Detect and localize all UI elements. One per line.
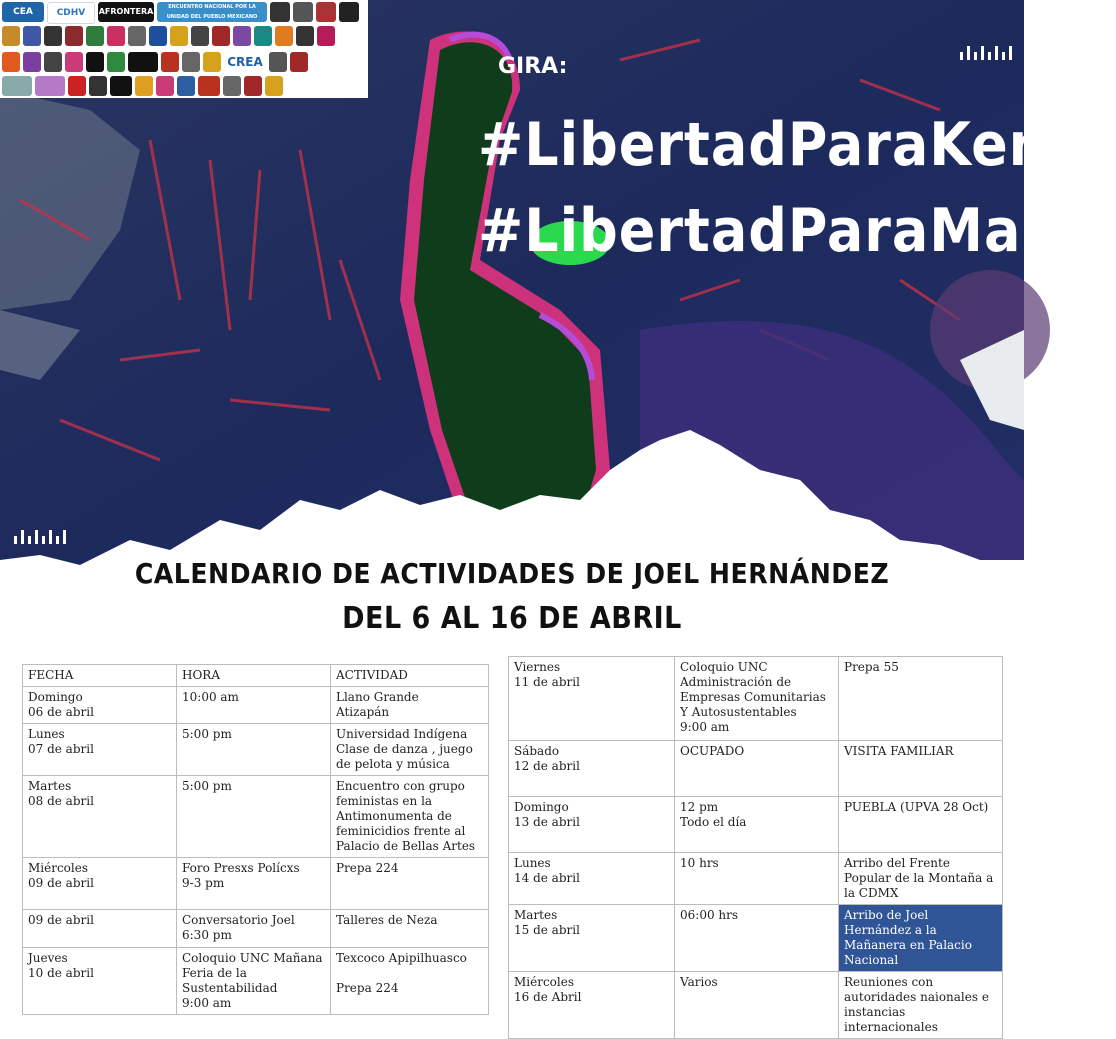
cell-activity: VISITA FAMILIAR: [839, 741, 1003, 797]
sponsor-row: [2, 76, 283, 98]
table-row: [509, 657, 1003, 741]
cell-date: Sábado 12 de abril: [509, 741, 675, 797]
table-row: [23, 910, 489, 948]
sponsor-logo-cea: CEA: [2, 2, 44, 22]
sponsor-logo: [293, 2, 313, 22]
cell-date: Lunes 14 de abril: [509, 853, 675, 905]
cell-time: Conversatorio Joel 6:30 pm: [177, 910, 331, 948]
cell-time: OCUPADO: [675, 741, 839, 797]
cell-time: 06:00 hrs: [675, 905, 839, 972]
calendar-dates: DEL 6 AL 16 DE ABRIL: [342, 601, 682, 636]
cell-date: 09 de abril: [23, 910, 177, 948]
sponsor-logo-crea: CREA: [224, 52, 266, 72]
cell-activity: Reuniones con autoridades naionales e instancias internacionales: [839, 972, 1003, 1039]
sponsor-logo-encuentro: ENCUENTRO NACIONAL POR LA UNIDAD DEL PUEBLO MEXICANO: [157, 2, 267, 22]
header-hora: HORA: [177, 665, 331, 687]
sponsor-logo-strip: [0, 0, 368, 98]
tour-label: GIRA:: [498, 54, 568, 79]
table-row: [23, 687, 489, 724]
table-row: [509, 797, 1003, 853]
table-row: [23, 948, 489, 1015]
cell-date: Miércoles 16 de Abril: [509, 972, 675, 1039]
cell-activity-highlighted: Arribo de Joel Hernández a la Mañanera en Palacio Nacional: [839, 905, 1003, 972]
hashtag-kenia: #LibertadParaKenia: [478, 110, 1106, 180]
cell-date: Domingo 06 de abril: [23, 687, 177, 724]
cell-date: Viernes 11 de abril: [509, 657, 675, 741]
sponsor-logo: [316, 2, 336, 22]
cell-date: Lunes 07 de abril: [23, 724, 177, 776]
cell-time: 12 pm Todo el día: [675, 797, 839, 853]
cell-activity: PUEBLA (UPVA 28 Oct): [839, 797, 1003, 853]
tick-decoration: [14, 530, 66, 544]
cell-activity: Talleres de Neza: [331, 910, 489, 948]
cell-time: 5:00 pm: [177, 724, 331, 776]
sponsor-logo-afrontera: AFRONTERA: [98, 2, 154, 22]
header-fecha: FECHA: [23, 665, 177, 687]
cell-activity: Arribo del Frente Popular de la Montaña a la CDMX: [839, 853, 1003, 905]
sponsor-logo: [339, 2, 359, 22]
hashtag-mama: #LibertadParaMama: [478, 196, 1116, 266]
table-row: [509, 972, 1003, 1039]
cell-activity: Encuentro con grupo feministas en la Antimonumenta de feminicidios frente al Palacio de Bellas Artes: [331, 776, 489, 858]
cell-date: Martes 15 de abril: [509, 905, 675, 972]
tick-decoration: [960, 46, 1012, 60]
table-row: [23, 858, 489, 910]
cell-time: 10:00 am: [177, 687, 331, 724]
cell-activity: Prepa 55: [839, 657, 1003, 741]
sponsor-logo-cdhv: CDHV: [47, 2, 95, 24]
cell-date: Miércoles 09 de abril: [23, 858, 177, 910]
header-actividad: ACTIVIDAD: [331, 665, 489, 687]
table-row: [23, 724, 489, 776]
cell-date: Jueves 10 de abril: [23, 948, 177, 1015]
table-row: [23, 776, 489, 858]
sponsor-row: [2, 2, 359, 24]
calendar-title: CALENDARIO DE ACTIVIDADES DE JOEL HERNÁNDEZ: [134, 557, 890, 590]
cell-time: 10 hrs: [675, 853, 839, 905]
cell-date: Martes 08 de abril: [23, 776, 177, 858]
table-row: [509, 853, 1003, 905]
schedule-table-left: [22, 664, 489, 1015]
schedule-table-right: [508, 656, 1003, 1039]
cell-date: Domingo 13 de abril: [509, 797, 675, 853]
cell-time: Coloquio UNC Mañana Feria de la Sustentabilidad 9:00 am: [177, 948, 331, 1015]
cell-time: Varios: [675, 972, 839, 1039]
cell-activity: Prepa 224: [331, 858, 489, 910]
cell-time: Coloquio UNC Administración de Empresas Comunitarias Y Autosustentables 9:00 am: [675, 657, 839, 741]
cell-activity: Llano Grande Atizapán: [331, 687, 489, 724]
sponsor-logo: [270, 2, 290, 22]
sponsor-row: [2, 52, 308, 74]
cell-time: 5:00 pm: [177, 776, 331, 858]
cell-activity: Universidad Indígena Clase de danza , juego de pelota y música: [331, 724, 489, 776]
cell-time: Foro Presxs Polícxs 9-3 pm: [177, 858, 331, 910]
sponsor-row: [2, 26, 335, 48]
table-row: [509, 905, 1003, 972]
table-header-row: [23, 665, 489, 687]
table-row: [509, 741, 1003, 797]
cell-activity: Texcoco Apipilhuasco Prepa 224: [331, 948, 489, 1015]
